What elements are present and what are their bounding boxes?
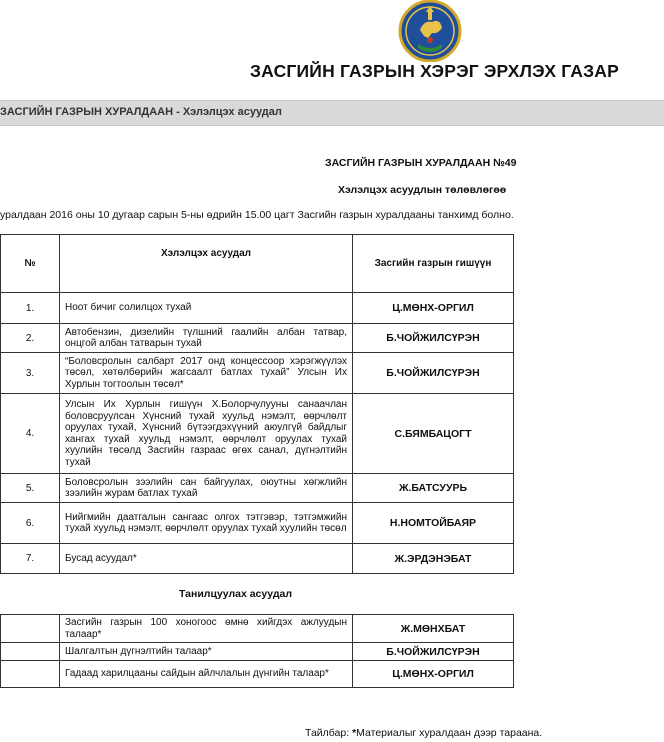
meeting-intro: уралдаан 2016 оны 10 дугаар сарын 5-ны өдрийн 15.00 цагт Засгийн газрын хуралдааны танхимд болно.: [0, 209, 514, 221]
header-topic: Хэлэлцэх асуудал: [60, 235, 353, 293]
row-topic: Бусад асуудал*: [60, 544, 353, 574]
row-number: 5.: [1, 474, 60, 503]
row-topic: Шалгалтын дүгнэлтийн талаар*: [60, 643, 353, 661]
row-topic: Нийгмийн даатгалын сангаас олгох тэтгэвэр, тэтгэмжийн тухай хуульд нэмэлт, өөрчлөлт оруулах тухай хуулийн төсөл: [60, 503, 353, 544]
row-member: Б.ЧОЙЖИЛСҮРЭН: [353, 353, 514, 394]
row-member: Ж.ЭРДЭНЭБАТ: [353, 544, 514, 574]
row-number: 7.: [1, 544, 60, 574]
table-header-row: [1, 235, 514, 293]
row-topic: Автобензин, дизелийн түлшний гаалийн албан татвар, онцгой албан татварын тухай: [60, 324, 353, 353]
row-number-empty: [1, 643, 60, 661]
row-topic: Гадаад харилцааны сайдын айлчлалын дүнгийн талаар*: [60, 661, 353, 688]
table-row: [1, 324, 514, 353]
row-topic: Ноот бичиг солилцох тухай: [60, 293, 353, 324]
row-topic: Улсын Их Хурлын гишүүн Х.Болорчулууны санаачлан боловсруулсан Хүнсний тухай хуульд нэмэлт, өөрчлөлт оруулах тухай, Хүнсний бүтээгдэхүүний аюулгүй байдлыг хангах тухай хуульд нэмэлт, өөрчлөлт оруулах тухай хуулийн төсөлд Засгийн газраас өгөх санал, дүгнэлтийн тухай: [60, 394, 353, 474]
table-row: [1, 503, 514, 544]
table-row: [1, 474, 514, 503]
footnote-star: *: [352, 727, 357, 739]
row-member: Ц.МӨНХ-ОРГИЛ: [353, 293, 514, 324]
row-member: С.БЯМБАЦОГТ: [353, 394, 514, 474]
header-no: №: [1, 235, 60, 293]
table-row: [1, 293, 514, 324]
info-section-heading: Танилцуулах асуудал: [179, 588, 292, 600]
footnote-label: Тайлбар:: [305, 727, 350, 739]
section-bar-label: ЗАСГИЙН ГАЗРЫН ХУРАЛДААН - Хэлэлцэх асуудал: [0, 106, 282, 118]
agenda-table: [0, 234, 514, 574]
table-row: [1, 661, 514, 688]
section-bar: [0, 100, 664, 126]
row-number-empty: [1, 661, 60, 688]
row-member: Ц.МӨНХ-ОРГИЛ: [353, 661, 514, 688]
state-emblem-icon: [398, 0, 462, 62]
row-member: Н.НОМТОЙБАЯР: [353, 503, 514, 544]
table-row: [1, 615, 514, 643]
table-row: [1, 643, 514, 661]
row-number: 1.: [1, 293, 60, 324]
footnote: [305, 727, 542, 739]
row-topic: Засгийн газрын 100 хоногоос өмнө хийгдэх ажлуудын талаар*: [60, 615, 353, 643]
row-topic: “Боловсролын салбарт 2017 онд концессоор хэрэгжүүлэх төсөл, хөтөлбөрийн жагсаалт батлах тухай” Улсын Их Хурлын тогтоолын төсөл*: [60, 353, 353, 394]
row-topic: Боловсролын зээлийн сан байгуулах, оюутны хөгжлийн зээлийн журам батлах тухай: [60, 474, 353, 503]
row-number: 6.: [1, 503, 60, 544]
row-number: 4.: [1, 394, 60, 474]
header-member: Засгийн газрын гишүүн: [353, 235, 514, 293]
row-number: 3.: [1, 353, 60, 394]
row-member: Б.ЧОЙЖИЛСҮРЭН: [353, 643, 514, 661]
document-subtitle: Хэлэлцэх асуудлын төлөвлөгөө: [338, 184, 507, 196]
org-title: ЗАСГИЙН ГАЗРЫН ХЭРЭГ ЭРХЛЭХ ГАЗАР: [250, 61, 619, 81]
row-number: 2.: [1, 324, 60, 353]
row-member: Ж.БАТСУУРЬ: [353, 474, 514, 503]
footnote-text: Материалыг хуралдаан дээр тараана.: [356, 727, 543, 739]
table-row: [1, 544, 514, 574]
table-row: [1, 353, 514, 394]
info-table: [0, 614, 514, 688]
row-member: Б.ЧОЙЖИЛСҮРЭН: [353, 324, 514, 353]
row-member: Ж.МӨНХБАТ: [353, 615, 514, 643]
row-number-empty: [1, 615, 60, 643]
document-title-text: ЗАСГИЙН ГАЗРЫН ХУРАЛДААН №49: [325, 157, 517, 169]
table-row: [1, 394, 514, 474]
